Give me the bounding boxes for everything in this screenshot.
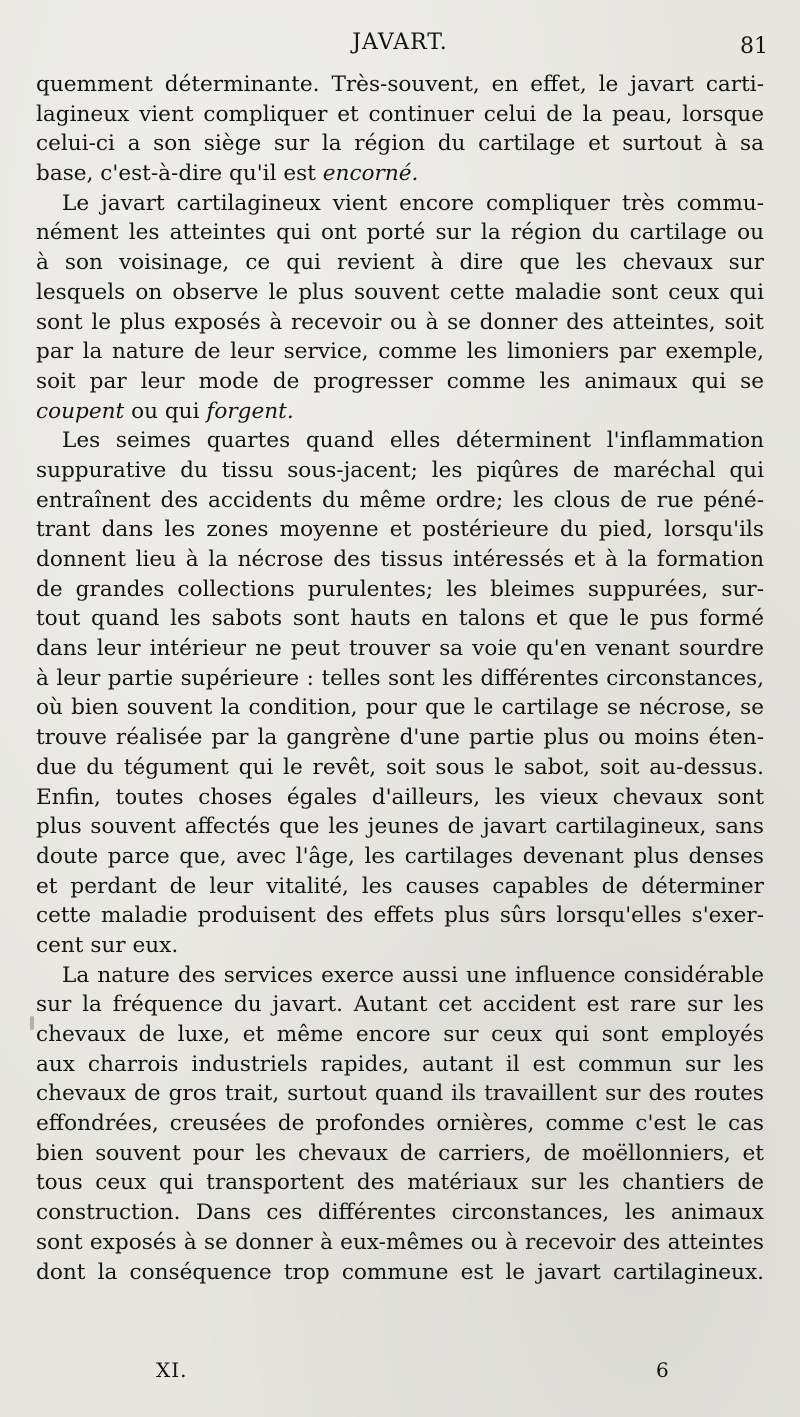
running-head (0, 30, 800, 64)
text-line: quemment déterminante. Très-souvent, en effet, le javart carti- (36, 72, 764, 97)
text-line: effondrées, creusées de profondes ornières, comme c'est le cas (36, 1111, 764, 1137)
text-line: donnent lieu à la nécrose des tissus intéressés et à la formation (36, 547, 764, 572)
text-line: Enfin, toutes choses égales d'ailleurs, les vieux chevaux sont (36, 784, 764, 810)
text-line: celui-ci a son siège sur la région du cartilage et surtout à sa (36, 131, 764, 157)
text-line: Les seimes quartes quand elles déterminent l'inflammation (62, 428, 764, 454)
text-line: où bien souvent la condition, pour que le cartilage se nécrose, se (36, 695, 764, 721)
text-line: tous ceux qui transportent des matériaux sur les chantiers de (36, 1170, 764, 1196)
text-line: à leur partie supérieure : telles sont les différentes circonstances, (36, 665, 764, 691)
text-line: tout quand les sabots sont hauts en talons et que le pus formé (36, 606, 764, 632)
text-line: coupent ou qui forgent. (36, 398, 294, 424)
sheet-number: 6 (656, 1358, 669, 1382)
text-line: lagineux vient compliquer et continuer celui de la peau, lorsque (36, 101, 764, 127)
text-line: cent sur eux. (36, 932, 179, 958)
text-line: dont la conséquence trop commune est le javart cartilagineux. (36, 1259, 764, 1285)
text-line: doute parce que, avec l'âge, les cartilages devenant plus denses (36, 843, 764, 869)
text-line: trouve réalisée par la gangrène d'une partie plus ou moins éten- (36, 725, 764, 751)
text-line: soit par leur mode de progresser comme les animaux qui se (36, 368, 764, 394)
body-text (36, 70, 764, 1287)
text-line: construction. Dans ces différentes circonstances, les animaux (36, 1200, 764, 1226)
text-line: base, c'est-à-dire qu'il est encorné. (36, 161, 419, 187)
text-line: par la nature de leur service, comme les limoniers par exemple, (36, 339, 764, 365)
text-line: dans leur intérieur ne peut trouver sa voie qu'en venant sourdre (36, 636, 764, 662)
text-line: sont le plus exposés à recevoir ou à se donner des atteintes, soit (36, 309, 764, 335)
running-title: JAVART. (352, 30, 448, 55)
text-line: à son voisinage, ce qui revient à dire que les chevaux sur (36, 250, 764, 276)
text-line: cette maladie produisent des effets plus sûrs lorsqu'elles s'exer- (36, 903, 764, 929)
margin-mark (30, 1016, 34, 1030)
text-line: bien souvent pour les chevaux de carriers, de moëllonniers, et (36, 1140, 764, 1166)
text-line: entraînent des accidents du même ordre; les clous de rue péné- (36, 487, 764, 513)
text-line: Le javart cartilagineux vient encore compliquer très commu- (62, 190, 764, 216)
text-line: suppurative du tissu sous-jacent; les piqûres de maréchal qui (36, 457, 764, 483)
text-line: sont exposés à se donner à eux-mêmes ou à recevoir des atteintes (36, 1229, 764, 1255)
text-line: due du tégument qui le revêt, soit sous le sabot, soit au-dessus. (36, 754, 764, 780)
text-line: nément les atteintes qui ont porté sur la région du cartilage ou (36, 220, 764, 246)
page-number: 81 (740, 34, 768, 59)
text-line: et perdant de leur vitalité, les causes capables de déterminer (36, 873, 764, 899)
text-line: chevaux de gros trait, surtout quand ils travaillent sur des routes (36, 1081, 764, 1107)
text-line: chevaux de luxe, et même encore sur ceux qui sont employés (36, 1022, 764, 1047)
text-line: La nature des services exerce aussi une influence considérable (62, 962, 764, 988)
text-line: de grandes collections purulentes; les bleimes suppurées, sur- (36, 576, 764, 602)
page-footer (0, 1358, 800, 1388)
text-line: sur la fréquence du javart. Autant cet accident est rare sur les (36, 992, 764, 1018)
signature-mark: XI. (156, 1358, 188, 1382)
text-line: lesquels on observe le plus souvent cette maladie sont ceux qui (36, 279, 764, 305)
text-line: trant dans les zones moyenne et postérieure du pied, lorsqu'ils (36, 517, 764, 543)
text-line: aux charrois industriels rapides, autant il est commun sur les (36, 1051, 764, 1077)
text-line: plus souvent affectés que les jeunes de javart cartilagineux, sans (36, 814, 764, 840)
